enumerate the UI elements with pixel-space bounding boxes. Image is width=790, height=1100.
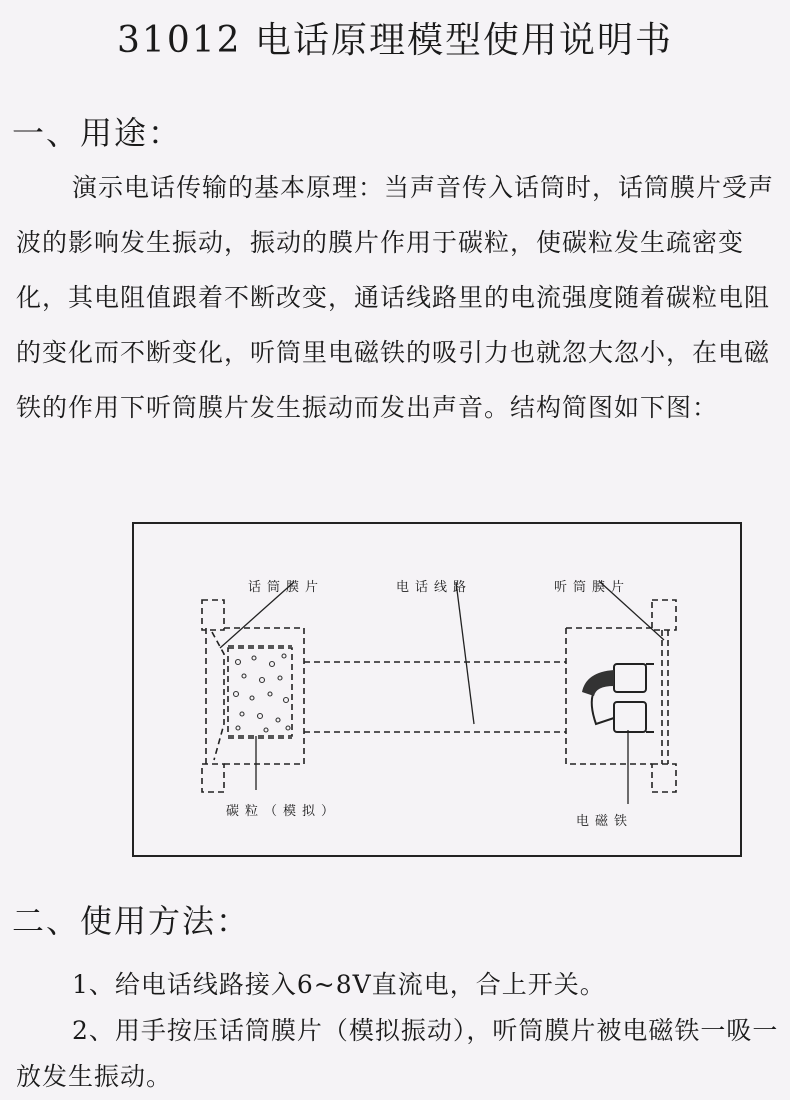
section2-heading: 二、使用方法： <box>12 902 251 940</box>
label-electromagnet: 电磁铁 <box>576 814 634 829</box>
mic-bottom-clamp <box>202 764 224 792</box>
ear-diaphragm <box>662 630 668 764</box>
ear-top-clamp <box>652 600 676 630</box>
structure-diagram <box>132 522 742 857</box>
carbon-granules <box>234 654 291 732</box>
coil-top <box>614 664 646 692</box>
coil-bottom <box>614 702 646 732</box>
magnet-pole <box>582 670 614 696</box>
page-title: 31012 电话原理模型使用说明书 <box>117 20 673 61</box>
ear-housing <box>566 628 652 764</box>
step-2: 2、用手按压话筒膜片（模拟振动），听筒膜片被电磁铁一吸一放发生振动。 <box>16 1016 779 1091</box>
leader-phone-line <box>456 582 474 724</box>
label-carbon: 碳粒（模拟） <box>226 804 341 819</box>
section1-heading: 一、用途： <box>12 114 183 152</box>
mic-top-clamp <box>202 600 224 630</box>
label-mic-diaphragm: 话筒膜片 <box>248 580 325 595</box>
diagram-drawing <box>134 524 740 855</box>
section1-paragraph: 演示电话传输的基本原理：当声音传入话筒时，话筒膜片受声波的影响发生振动，振动的膜片作用于碳粒，使碳粒发生疏密变化，其电阻值跟着不断改变，通话线路里的电流强度随着碳粒电阻的变化而不断变化，听筒里电磁铁的吸引力也就忽大忽小，在电磁铁的作用下听筒膜片发生振动而发出声音。结构简图如下图： <box>16 173 775 422</box>
label-ear-diaphragm: 听筒膜片 <box>554 580 631 595</box>
ear-bottom-clamp <box>652 764 676 792</box>
label-phone-line: 电话线路 <box>396 580 473 595</box>
mic-diaphragm <box>212 632 224 760</box>
step-1: 1、给电话线路接入6~8V直流电，合上开关。 <box>72 970 606 999</box>
